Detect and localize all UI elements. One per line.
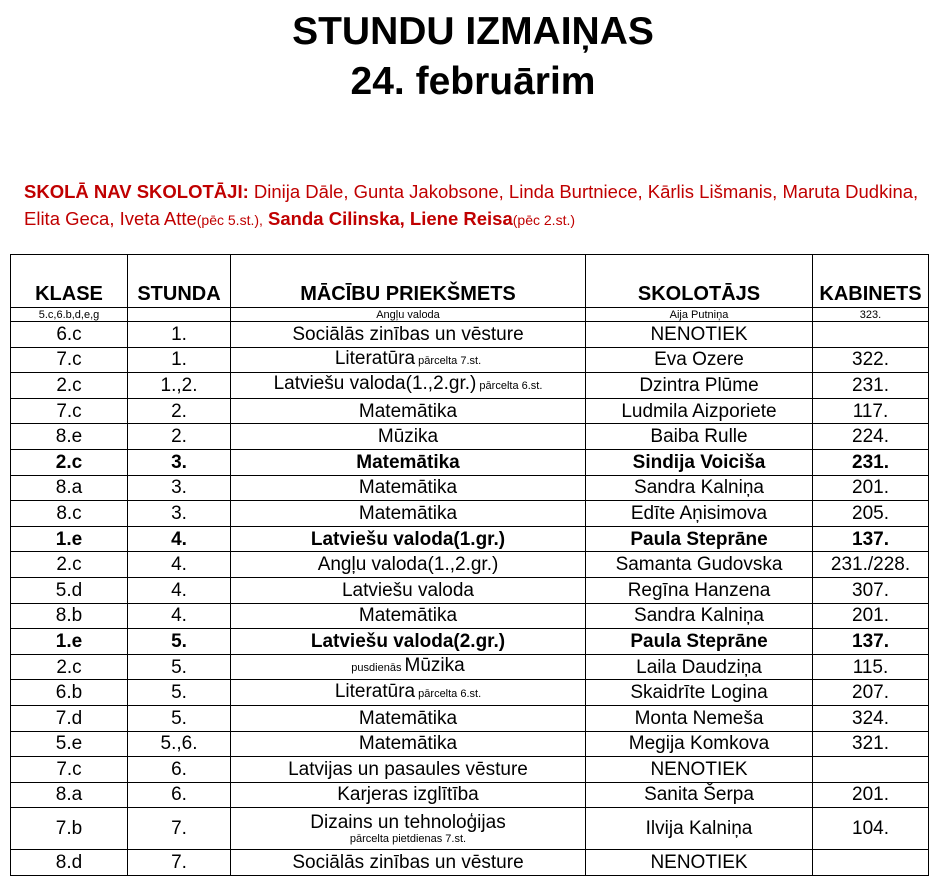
header-skolotajs: SKOLOTĀJS [586, 255, 813, 308]
cell-stunda: 6. [128, 757, 231, 783]
cell-klase: 7.d [11, 705, 128, 731]
schedule-table [10, 254, 929, 876]
cell-kabinets: 137. [813, 629, 929, 655]
cell-stunda: 5. [128, 680, 231, 706]
cell-skolotajs: Eva Ozere [586, 347, 813, 373]
cell-prieksmets [231, 603, 586, 629]
cell-klase: 2.c [11, 449, 128, 475]
table-row [11, 501, 929, 527]
cell-prieksmets [231, 322, 586, 348]
subject-note: pārcelta pietdienas 7.st. [349, 833, 467, 846]
cell-kabinets: 117. [813, 398, 929, 424]
header-prieksmets: MĀCĪBU PRIEKŠMETS [231, 255, 586, 308]
page-title: STUNDU IZMAIŅAS [292, 10, 654, 53]
cell-kabinets: 207. [813, 680, 929, 706]
table-row [11, 424, 929, 450]
subject-name: Sociālās zinības un vēsture [292, 323, 524, 345]
cell-stunda: 5. [128, 629, 231, 655]
cell-kabinets: 231. [813, 373, 929, 399]
cell-prieksmets [231, 373, 586, 399]
cell-prieksmets [231, 782, 586, 808]
cell-stunda: 3. [128, 501, 231, 527]
subject-name: Angļu valoda(1.,2.gr.) [317, 554, 499, 576]
cell-stunda: 3. [128, 475, 231, 501]
cell-prieksmets [231, 449, 586, 475]
subject-name: Mūzika [377, 426, 439, 448]
table-row [11, 322, 929, 348]
subject-name: Latvijas un pasaules vēsture [288, 758, 528, 780]
absent-names-note: (pēc 5.st.), [196, 212, 263, 228]
cell-prieksmets [231, 526, 586, 552]
cell-kabinets: 104. [813, 808, 929, 850]
cell-stunda: 7. [128, 850, 231, 876]
subject-name: Karjeras izglītība [337, 784, 479, 806]
cell-prieksmets [231, 424, 586, 450]
cell-klase: 2.c [11, 373, 128, 399]
table-row [11, 705, 929, 731]
cell-skolotajs: Laila Daudziņa [586, 654, 813, 680]
absent-teachers [24, 178, 936, 234]
cell-klase: 1.e [11, 526, 128, 552]
header-stunda: STUNDA [128, 255, 231, 308]
cell-klase: 1.e [11, 629, 128, 655]
cell-klase: 5.d [11, 577, 128, 603]
cell-klase: 8.c [11, 501, 128, 527]
cell-kabinets [813, 850, 929, 876]
cell-stunda: 5. [128, 654, 231, 680]
cell-skolotajs: Baiba Rulle [586, 424, 813, 450]
cell-klase: 7.c [11, 398, 128, 424]
cell-klase: 6.b [11, 680, 128, 706]
header-klase: KLASE [11, 255, 128, 308]
subject-note: pārcelta 7.st. [415, 354, 482, 367]
sub-prieksmets: Angļu valoda [231, 308, 586, 322]
table-row [11, 347, 929, 373]
cell-kabinets: 115. [813, 654, 929, 680]
table-row [11, 782, 929, 808]
table-row [11, 577, 929, 603]
subject-name: Literatūra [334, 680, 416, 702]
cell-skolotajs: Sindija Voiciša [586, 449, 813, 475]
cell-skolotajs: Dzintra Plūme [586, 373, 813, 399]
subject-name: Matemātika [358, 477, 458, 499]
cell-stunda: 7. [128, 808, 231, 850]
cell-kabinets: 307. [813, 577, 929, 603]
cell-prieksmets [231, 680, 586, 706]
cell-stunda: 4. [128, 526, 231, 552]
cell-prieksmets [231, 398, 586, 424]
cell-kabinets: 201. [813, 603, 929, 629]
cell-stunda: 4. [128, 552, 231, 578]
cell-prieksmets [231, 347, 586, 373]
cell-skolotajs: Megija Komkova [586, 731, 813, 757]
cell-stunda: 5.,6. [128, 731, 231, 757]
sub-skolotajs: Aija Putniņa [586, 308, 813, 322]
cell-stunda: 4. [128, 577, 231, 603]
cell-skolotajs: Ludmila Aizporiete [586, 398, 813, 424]
cell-prieksmets [231, 629, 586, 655]
subject-name: Matemātika [358, 400, 458, 422]
subject-name: Literatūra [334, 347, 416, 369]
table-row [11, 603, 929, 629]
cell-skolotajs: Ilvija Kalniņa [586, 808, 813, 850]
subject-name: Matemātika [356, 451, 460, 473]
absent-bold-note: (pēc 2.st.) [512, 212, 576, 228]
cell-kabinets: 201. [813, 782, 929, 808]
cell-skolotajs: Sandra Kalniņa [586, 603, 813, 629]
sub-stunda [128, 308, 231, 322]
cell-skolotajs: Samanta Gudovska [586, 552, 813, 578]
cell-klase: 7.c [11, 347, 128, 373]
subject-name: Matemātika [358, 605, 458, 627]
cell-prieksmets [231, 757, 586, 783]
cell-prieksmets [231, 577, 586, 603]
subject-name: Matemātika [358, 502, 458, 524]
cell-klase: 8.d [11, 850, 128, 876]
cell-kabinets: 324. [813, 705, 929, 731]
table-row [11, 449, 929, 475]
cell-stunda: 6. [128, 782, 231, 808]
subject-name: Matemātika [358, 733, 458, 755]
cell-kabinets: 231. [813, 449, 929, 475]
subject-name: Latviešu valoda(1.,2.gr.) [273, 373, 477, 395]
table-row [11, 629, 929, 655]
cell-stunda: 2. [128, 424, 231, 450]
cell-klase: 8.a [11, 475, 128, 501]
cell-kabinets: 205. [813, 501, 929, 527]
table-row [11, 680, 929, 706]
cell-skolotajs: NENOTIEK [586, 322, 813, 348]
cell-klase: 6.c [11, 322, 128, 348]
cell-prieksmets [231, 654, 586, 680]
absent-label: SKOLĀ NAV SKOLOTĀJI: [24, 181, 249, 202]
cell-stunda: 4. [128, 603, 231, 629]
table-row [11, 757, 929, 783]
cell-klase: 8.a [11, 782, 128, 808]
cell-klase: 8.b [11, 603, 128, 629]
cell-stunda: 1.,2. [128, 373, 231, 399]
table-row [11, 475, 929, 501]
cell-klase: 8.e [11, 424, 128, 450]
subject-name: Matemātika [358, 707, 458, 729]
cell-kabinets: 321. [813, 731, 929, 757]
table-row [11, 654, 929, 680]
cell-stunda: 5. [128, 705, 231, 731]
cell-prieksmets [231, 850, 586, 876]
cell-skolotajs: NENOTIEK [586, 757, 813, 783]
cell-kabinets [813, 322, 929, 348]
cell-prieksmets [231, 731, 586, 757]
table-row [11, 850, 929, 876]
cell-stunda: 3. [128, 449, 231, 475]
table-header-row [11, 255, 929, 308]
subject-name: Mūzika [404, 655, 465, 677]
absent-names: Dinija Dāle, Gunta Jakobsone, Linda Burtniece, Kārlis Lišmanis, Maruta Dudkina, Elita Geca, Iveta Atte [24, 181, 919, 229]
header-kabinets: KABINETS [813, 255, 929, 308]
cell-kabinets: 201. [813, 475, 929, 501]
cell-klase: 2.c [11, 552, 128, 578]
cell-kabinets: 231./228. [813, 552, 929, 578]
cell-skolotajs: Regīna Hanzena [586, 577, 813, 603]
cell-skolotajs: Sandra Kalniņa [586, 475, 813, 501]
subject-name: Latviešu valoda [341, 579, 475, 601]
cell-skolotajs: Skaidrīte Logina [586, 680, 813, 706]
cell-prieksmets [231, 475, 586, 501]
table-row [11, 526, 929, 552]
page-date: 24. februārim [350, 60, 596, 103]
cell-stunda: 1. [128, 347, 231, 373]
cell-stunda: 1. [128, 322, 231, 348]
subject-note: pārcelta 6.st. [476, 380, 543, 393]
cell-klase: 7.c [11, 757, 128, 783]
table-subheader-row [11, 308, 929, 322]
absent-bold-names: Sanda Cilinska, Liene Reisa [262, 208, 513, 229]
table-row [11, 808, 929, 850]
cell-skolotajs: Monta Nemeša [586, 705, 813, 731]
cell-prieksmets [231, 808, 586, 850]
cell-kabinets [813, 757, 929, 783]
table-row [11, 373, 929, 399]
cell-skolotajs: Paula Steprāne [586, 629, 813, 655]
subject-name: Dizains un tehnoloģijas [310, 812, 506, 834]
table-row [11, 552, 929, 578]
sub-klase: 5.c,6.b,d,e,g [11, 308, 128, 322]
cell-klase: 2.c [11, 654, 128, 680]
cell-prieksmets [231, 501, 586, 527]
table-row [11, 398, 929, 424]
cell-skolotajs: Paula Steprāne [586, 526, 813, 552]
subject-name: Latviešu valoda(2.gr.) [310, 630, 506, 652]
cell-skolotajs: NENOTIEK [586, 850, 813, 876]
cell-kabinets: 224. [813, 424, 929, 450]
cell-klase: 5.e [11, 731, 128, 757]
subject-name: Latviešu valoda(1.gr.) [310, 528, 506, 550]
cell-skolotajs: Sanita Šerpa [586, 782, 813, 808]
cell-skolotajs: Edīte Aņisimova [586, 501, 813, 527]
table-row [11, 731, 929, 757]
cell-klase: 7.b [11, 808, 128, 850]
cell-prieksmets [231, 705, 586, 731]
cell-kabinets: 137. [813, 526, 929, 552]
cell-kabinets: 322. [813, 347, 929, 373]
cell-stunda: 2. [128, 398, 231, 424]
subject-prefix: pusdienās [351, 662, 405, 675]
subject-name: Sociālās zinības un vēsture [292, 852, 524, 874]
cell-prieksmets [231, 552, 586, 578]
sub-kabinets: 323. [813, 308, 929, 322]
subject-note: pārcelta 6.st. [415, 687, 482, 700]
